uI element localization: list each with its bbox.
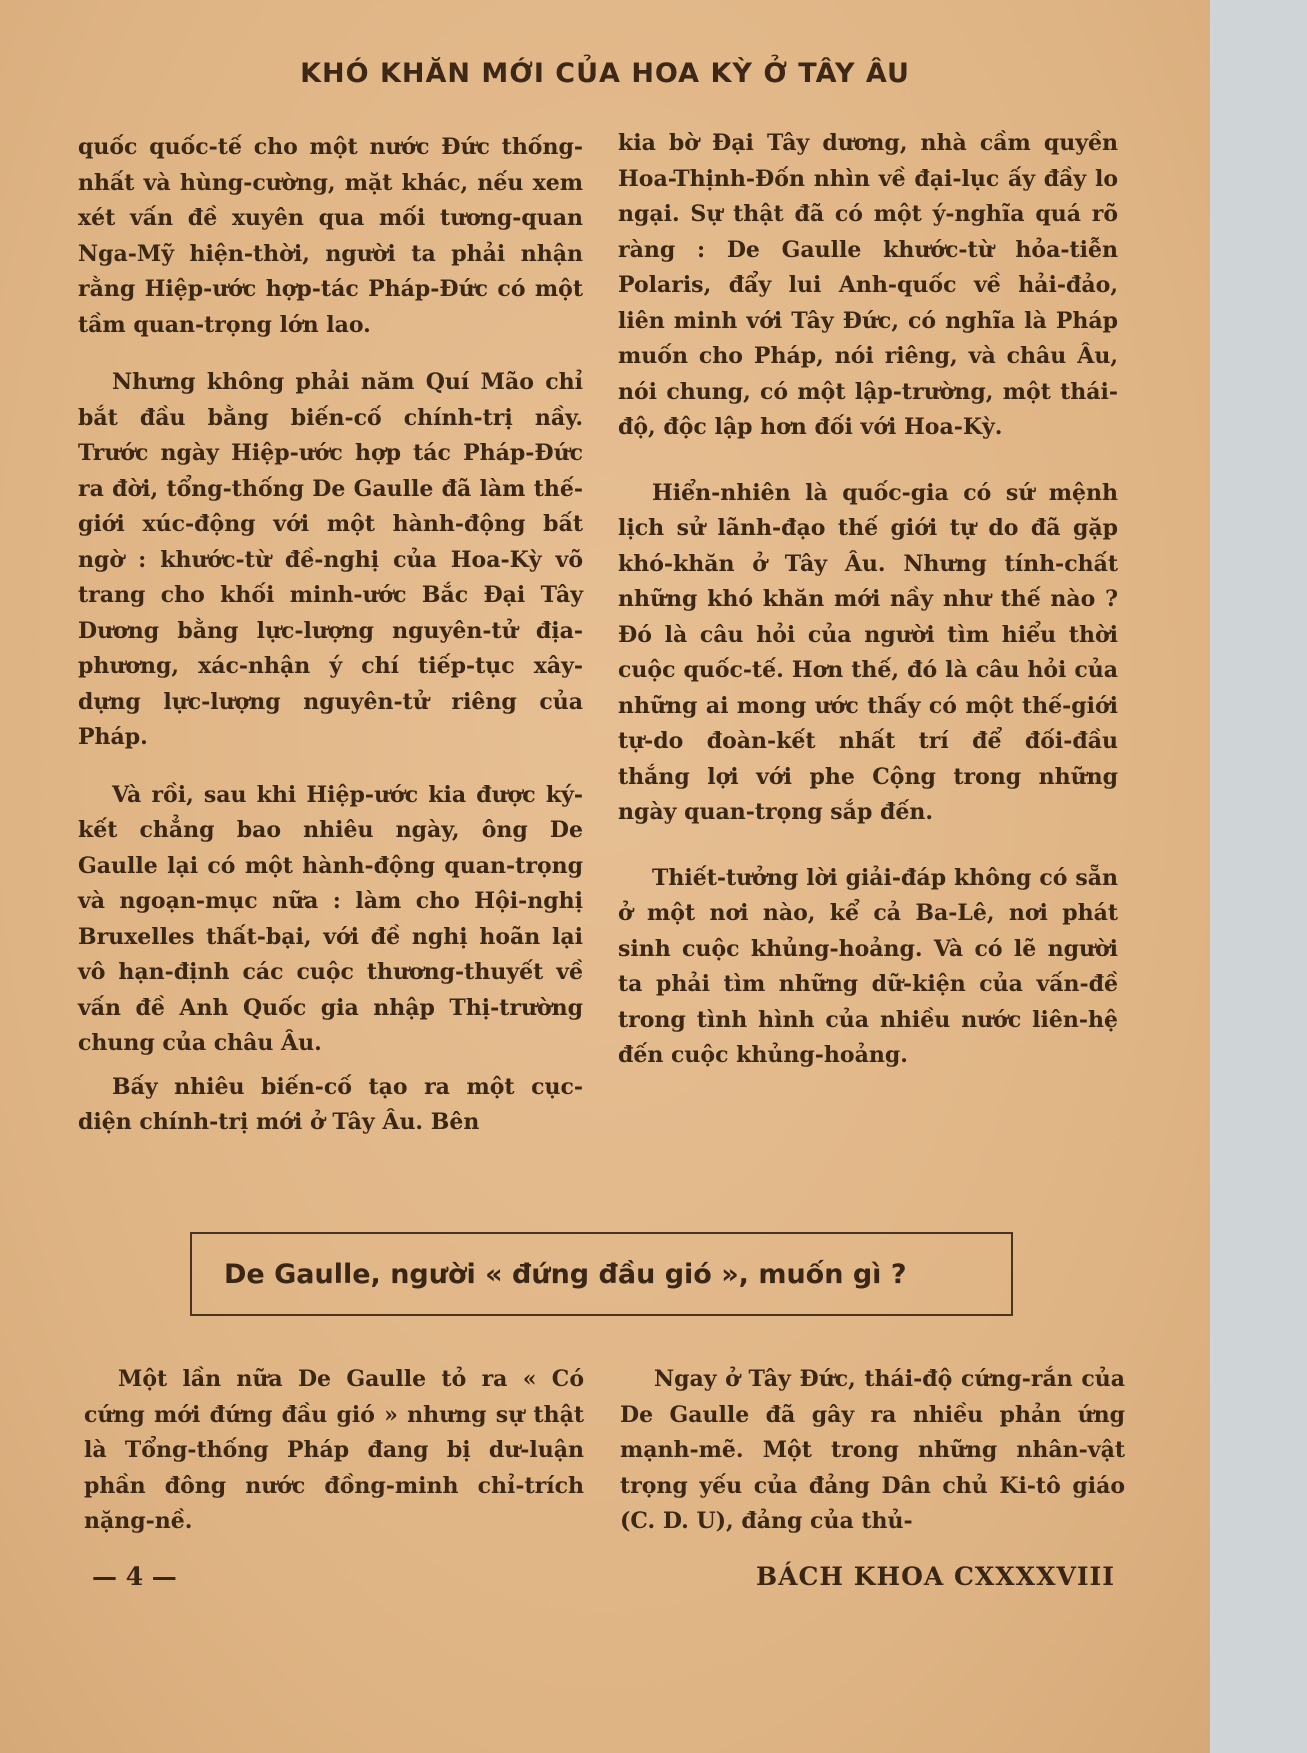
paragraph: Thiết-tưởng lời giải-đáp không có sẵn ở một nơi nào, kể cả Ba-Lê, nơi phát sinh cuộc khủng-hoảng. Và có lẽ người ta phải tìm những dữ-kiện của vấn-đề trong tình hình của nhiều nước liên-hệ đến cuộc khủng-hoảng. bbox=[618, 864, 1118, 1068]
paragraph: Hiển-nhiên là quốc-gia có sứ mệnh lịch sử lãnh-đạo thế giới tự do đã gặp khó-khăn ở Tây Âu. Nhưng tính-chất những khó khăn mới nầy như thế nào ? Đó là câu hỏi của người tìm hiểu thời cuộc quốc-tế. Hơn thế, đó là câu hỏi của những ai mong ước thấy có một thế-giới tự-do đoàn-kết nhất trí để đối-đầu thắng lợi với phe Cộng trong những ngày quan-trọng sắp đến. bbox=[618, 479, 1118, 825]
paragraph: Ngay ở Tây Đức, thái-độ cứng-rắn của De Gaulle đã gây ra nhiều phản ứng mạnh-mẽ. Một trong những nhân-vật trọng yếu của đảng Dân chủ Ki-tô giáo (C. D. U), đảng của thủ- bbox=[620, 1366, 1125, 1534]
section-heading-box bbox=[190, 1232, 1013, 1316]
running-header: KHÓ KHĂN MỚI CỦA HOA KỲ Ở TÂY ÂU bbox=[300, 58, 910, 89]
paragraph: Và rồi, sau khi Hiệp-ước kia được ký-kết chẳng bao nhiêu ngày, ông De Gaulle lại có một hành-động quan-trọng và ngoạn-mục nữa : làm cho Hội-nghị Bruxelles thất-bại, với đề nghị hoãn lại vô hạn-định các cuộc thương-thuyết về vấn đề Anh Quốc gia nhập Thị-trường chung của châu Âu. bbox=[78, 781, 583, 1056]
section-left-column bbox=[84, 1362, 584, 1540]
paragraph: Bấy nhiêu biến-cố tạo ra một cục-diện chính-trị mới ở Tây Âu. Bên bbox=[78, 1073, 583, 1135]
page-number: — 4 — bbox=[92, 1562, 177, 1591]
section-heading: De Gaulle, người « đứng đầu gió », muốn gì ? bbox=[224, 1258, 907, 1290]
left-column bbox=[78, 130, 583, 1141]
section-right-column bbox=[620, 1362, 1125, 1540]
journal-title: BÁCH KHOA CXXXXVIII bbox=[756, 1562, 1115, 1591]
paragraph: Nhưng không phải năm Quí Mão chỉ bắt đầu bằng biến-cố chính-trị nầy. Trước ngày Hiệp-ước hợp tác Pháp-Đức ra đời, tổng-thống De Gaulle đã làm thế-giới xúc-động với một hành-động bất ngờ : khước-từ đề-nghị của Hoa-Kỳ võ trang cho khối minh-ước Bắc Đại Tây Dương bằng lực-lượng nguyên-tử địa-phương, xác-nhận ý chí tiếp-tục xây-dựng lực-lượng nguyên-tử riêng của Pháp. bbox=[78, 369, 583, 750]
paragraph: Một lần nữa De Gaulle tỏ ra « Có cứng mới đứng đầu gió » nhưng sự thật là Tổng-thống Pháp đang bị dư-luận phần đông nước đồng-minh chỉ-trích nặng-nề. bbox=[84, 1366, 584, 1534]
right-column bbox=[618, 126, 1118, 1074]
paragraph: kia bờ Đại Tây dương, nhà cầm quyền Hoa-Thịnh-Đốn nhìn về đại-lục ấy đầy lo ngại. Sự thật đã có một ý-nghĩa quá rõ ràng : De Gaulle khước-từ hỏa-tiễn Polaris, đẩy lui Anh-quốc về hải-đảo, liên minh với Tây Đức, có nghĩa là Pháp muốn cho Pháp, nói riêng, và châu Âu, nói chung, có một lập-trường, một thái-độ, độc lập hơn đối với Hoa-Kỳ. bbox=[618, 130, 1118, 440]
paragraph: quốc quốc-tế cho một nước Đức thống-nhất và hùng-cường, mặt khác, nếu xem xét vấn đề xuyên qua mối tương-quan Nga-Mỹ hiện-thời, người ta phải nhận rằng Hiệp-ước hợp-tác Pháp-Đức có một tầm quan-trọng lớn lao. bbox=[78, 134, 583, 338]
